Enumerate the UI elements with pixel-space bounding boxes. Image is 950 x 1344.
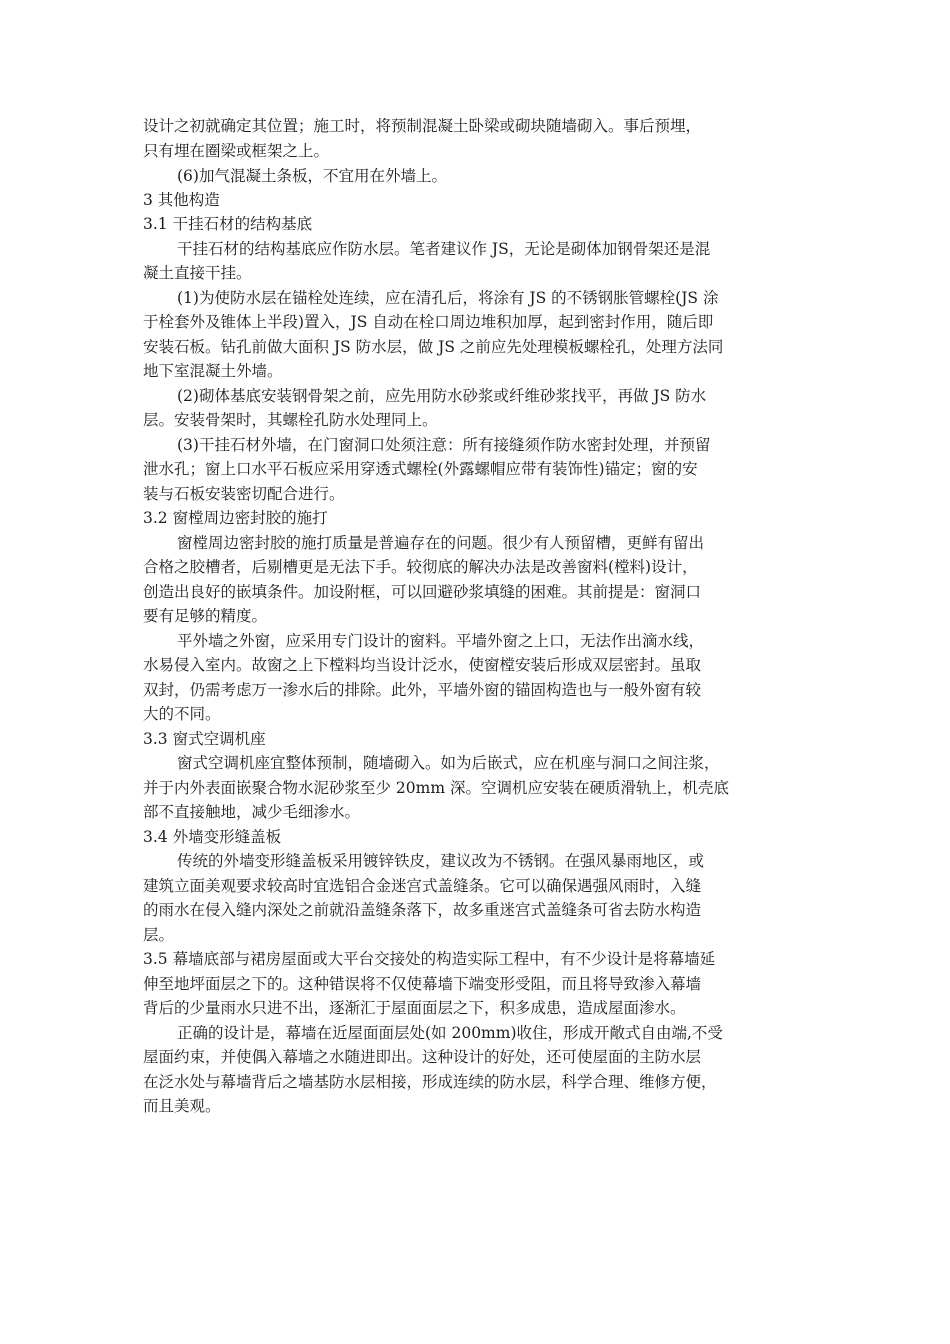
text-line: 只有埋在圈梁或框架之上。 xyxy=(143,142,330,160)
text-line: 而且美观。 xyxy=(143,1097,221,1115)
text-line: 建筑立面美观要求较高时宜选铝合金迷宫式盖缝条。它可以确保遇强风雨时，入缝 xyxy=(143,877,702,895)
subsection-heading: 3.4 外墙变形缝盖板 xyxy=(143,828,282,846)
subsection-heading: 3.3 窗式空调机座 xyxy=(143,730,266,748)
text-line: 背后的少量雨水只进不出，逐渐汇于屋面面层之下，积多成患，造成屋面渗水。 xyxy=(143,999,686,1017)
text-line: 干挂石材的结构基底应作防水层。笔者建议作 JS，无论是砌体加钢骨架还是混 xyxy=(177,240,711,258)
text-line: 传统的外墙变形缝盖板采用镀锌铁皮，建议改为不锈钢。在强风暴雨地区，或 xyxy=(177,852,705,870)
text-line: 双封，仍需考虑万一渗水后的排除。此外，平墙外窗的锚固构造也与一般外窗有较 xyxy=(143,681,702,699)
text-line: (1)为使防水层在锚栓处连续，应在清孔后，将涂有 JS 的不锈钢胀管螺栓(JS 涂 xyxy=(177,289,719,307)
text-line: 3.5 幕墙底部与裙房屋面或大平台交接处的构造实际工程中，有不少设计是将幕墙延 xyxy=(143,950,716,968)
text-line: 设计之初就确定其位置；施工时，将预制混凝土卧梁或砌块随墙砌入。事后预埋， xyxy=(143,117,702,135)
section-heading: 3 其他构造 xyxy=(143,191,220,209)
text-line: 创造出良好的嵌填条件。加设附框，可以回避砂浆填缝的困难。其前提是：窗洞口 xyxy=(143,583,702,601)
text-line: (2)砌体基底安装钢骨架之前，应先用防水砂浆或纤维砂浆找平，再做 JS 防水 xyxy=(177,387,707,405)
text-line: 层。 xyxy=(143,926,175,944)
text-line: 合格之胶槽者，后剔槽更是无法下手。较彻底的解决办法是改善窗料(樘料)设计， xyxy=(143,558,698,576)
text-line: (6)加气混凝土条板，不宜用在外墙上。 xyxy=(177,167,447,185)
text-line: 大的不同。 xyxy=(143,705,221,723)
text-line: 泄水孔；窗上口水平石板应采用穿透式螺栓(外露螺帽应带有装饰性)锚定；窗的安 xyxy=(143,460,698,478)
text-line: 于栓套外及锥体上半段)置入，JS 自动在栓口周边堆积加厚，起到密封作用，随后即 xyxy=(143,313,714,331)
text-line: 安装石板。钻孔前做大面积 JS 防水层，做 JS 之前应先处理模板螺栓孔，处理方法同 xyxy=(143,338,724,356)
text-line: 在泛水处与幕墙背后之墙基防水层相接，形成连续的防水层，科学合理、维修方便， xyxy=(143,1073,717,1091)
subsection-heading: 3.1 干挂石材的结构基底 xyxy=(143,215,313,233)
text-line: 正确的设计是，幕墙在近屋面面层处(如 200mm)收住，形成开敞式自由端,不受 xyxy=(177,1024,723,1042)
text-line: 平外墙之外窗，应采用专门设计的窗料。平墙外窗之上口，无法作出滴水线， xyxy=(177,632,705,650)
text-line: 屋面约束，并使偶入幕墙之水随进即出。这种设计的好处，还可使屋面的主防水层 xyxy=(143,1048,702,1066)
subsection-heading: 3.2 窗樘周边密封胶的施打 xyxy=(143,509,328,527)
text-line: 要有足够的精度。 xyxy=(143,607,268,625)
text-line: 装与石板安装密切配合进行。 xyxy=(143,485,345,503)
text-line: 层。安装骨架时，其螺栓孔防水处理同上。 xyxy=(143,411,438,429)
text-line: 地下室混凝土外墙。 xyxy=(143,362,283,380)
text-line: 并于内外表面嵌聚合物水泥砂浆至少 20mm 深。空调机应安装在硬质滑轨上，机壳底 xyxy=(143,779,729,797)
text-line: 伸至地坪面层之下的。这种错误将不仅使幕墙下端变形受阻，而且将导致渗入幕墙 xyxy=(143,975,702,993)
text-line: 部不直接触地，减少毛细渗水。 xyxy=(143,803,361,821)
text-line: 窗樘周边密封胶的施打质量是普遍存在的问题。很少有人预留槽，更鲜有留出 xyxy=(177,534,705,552)
text-line: 窗式空调机座宜整体预制，随墙砌入。如为后嵌式，应在机座与洞口之间注浆， xyxy=(177,754,720,772)
text-line: 凝土直接干挂。 xyxy=(143,264,252,282)
text-line: (3)干挂石材外墙，在门窗洞口处须注意：所有接缝须作防水密封处理，并预留 xyxy=(177,436,711,454)
text-line: 水易侵入室内。故窗之上下樘料均当设计泛水，使窗樘安装后形成双层密封。虽取 xyxy=(143,656,702,674)
text-line: 的雨水在侵入缝内深处之前就沿盖缝条落下，故多重迷宫式盖缝条可省去防水构造 xyxy=(143,901,702,919)
